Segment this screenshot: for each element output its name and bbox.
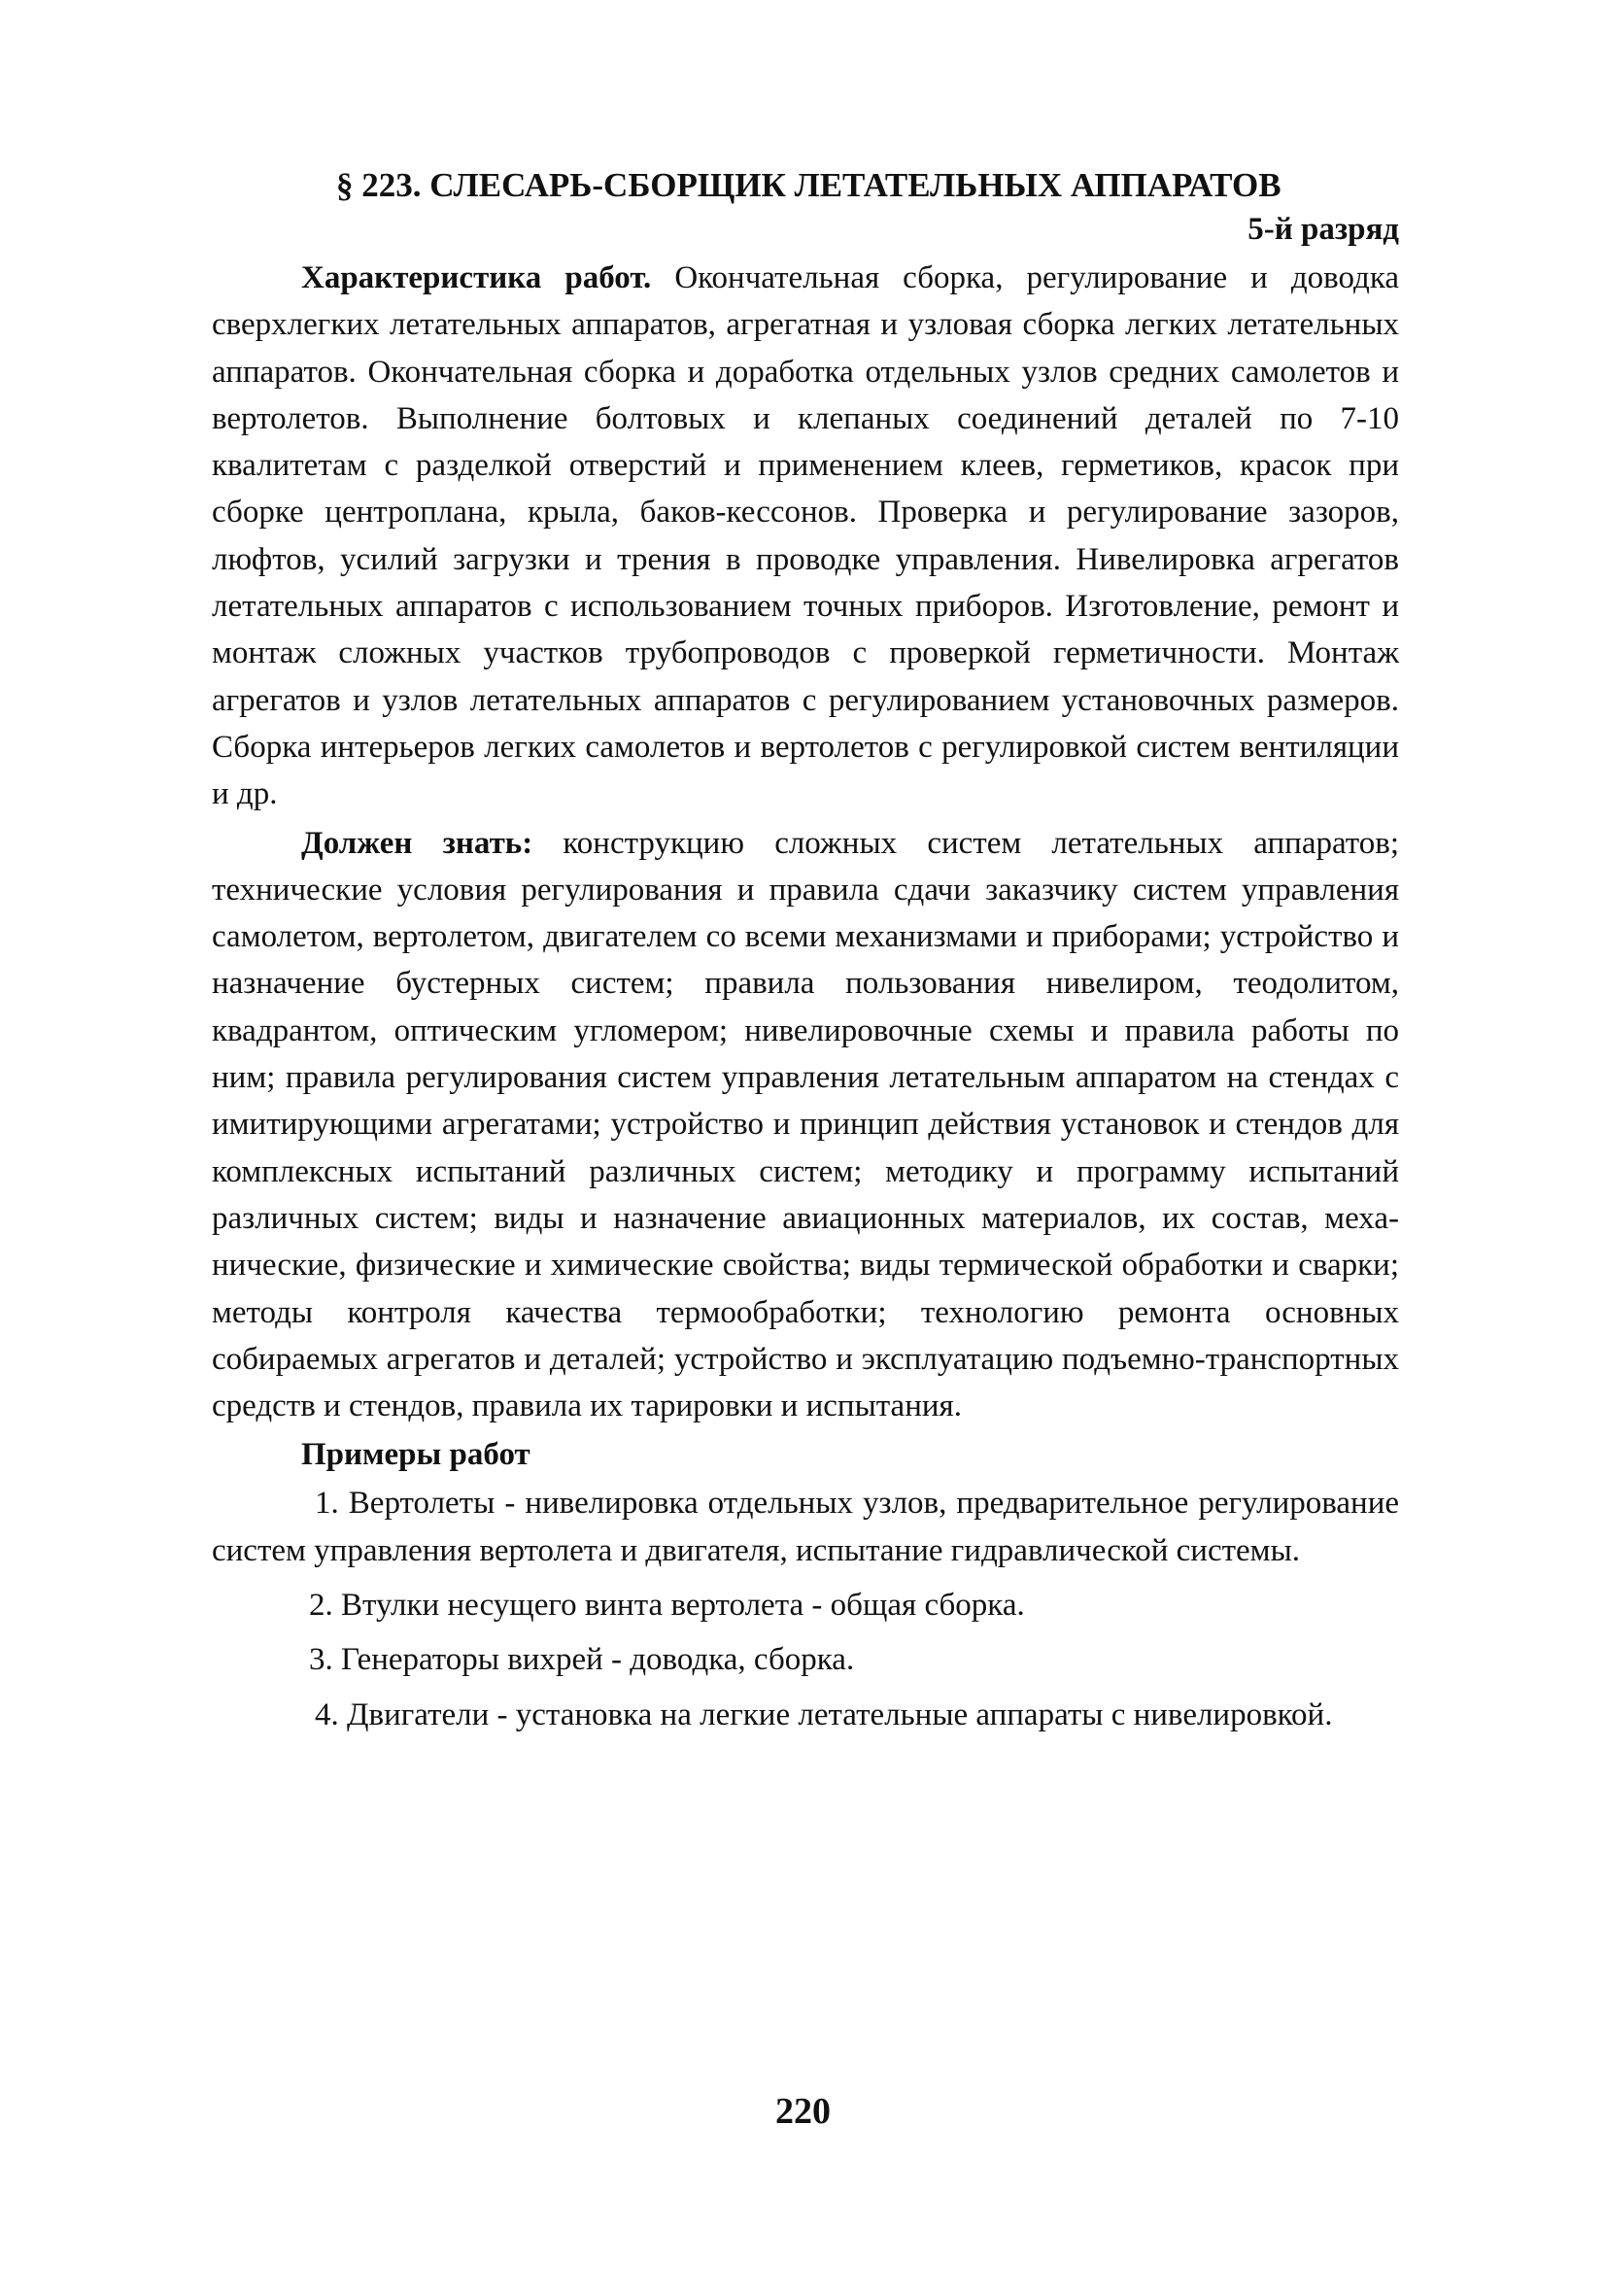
characteristics-text: Окончательная сборка, регулирование и доводка сверхлегких летательных аппаратов, агрегатная и узловая сборка легких летательных аппаратов. Окончательная сборка и доработка отдельных узлов средних самолетов и вертолетов. Выполнение болтовых и клепаных соединений деталей по 7-10 квалитетам с разделкой отверстий и применением клеев, герметиков, красок при сборке центроплана, крыла, баков-кессонов. Проверка и регулирование зазоров, люфтов, усилий загрузки и трения в проводке управления. Нивелировка агрегатов летательных аппаратов с использованием точных приборов. Изготовление, ремонт и монтаж сложных участков трубопроводов с проверкой герметичности. Монтаж агрегатов и узлов летательных аппаратов с регулированием установочных размеров. Сборка интерьеров легких самолетов и вертолетов с регулировкой систем вентиляции и др. [212, 260, 1399, 812]
page-number: 220 [775, 2091, 831, 2132]
example-item-1: 1. Вертолеты - нивелировка отдельных узлов, предварительное регулирование систем управления вертолета и двигателя, испытание гидравлической системы. [212, 1486, 1399, 1568]
section-title: § 223. СЛЕСАРЬ-СБОРЩИК ЛЕТАТЕЛЬНЫХ АППАРАТОВ [336, 166, 1281, 204]
must-know-text: конструкцию сложных систем летательных аппаратов; технические условия регулирования и правила сдачи заказчику систем управления самолетом, вертолетом, двигателем со всеми механизмами и приборами; устройство и назначение бустерных систем; правила пользования нивелиром, теодолитом, квадрантом, оптическим угломером; нивелировочные схемы и правила работы по ним; правила регулирования систем управления летательным аппаратом на стендах с имитирующими агрегатами; устройство и принцип действия установок и стендов для комплексных испытаний различных систем; методику и программу испытаний различных систем; виды и назначение авиационных материалов, их состав, механические, физические и химические свойства; виды термической обработки и сварки; методы контроля качества термообработки; технологию ремонта основных собираемых агрегатов и деталей; устройство и эксплуатацию подъемно-транспортных средств и стендов, правила их тарировки и испытания. [212, 825, 1399, 1424]
document-page [212, 163, 1399, 1746]
must-know-paragraph [212, 820, 1399, 1430]
characteristics-label: Характеристика работ. [301, 260, 652, 295]
example-item-3: 3. Генераторы вихрей - доводка, сборка. [309, 1642, 855, 1678]
example-item-2: 2. Втулки несущего винта вертолета - общая сборка. [309, 1588, 1025, 1624]
must-know-label: Должен знать: [301, 825, 533, 861]
example-item-4: 4. Двигатели - установка на легкие летательные аппараты с нивелировкой. [315, 1696, 1333, 1732]
characteristics-paragraph [212, 255, 1399, 818]
examples-heading: Примеры работ [301, 1437, 530, 1473]
grade-label: 5-й разряд [1247, 212, 1399, 247]
